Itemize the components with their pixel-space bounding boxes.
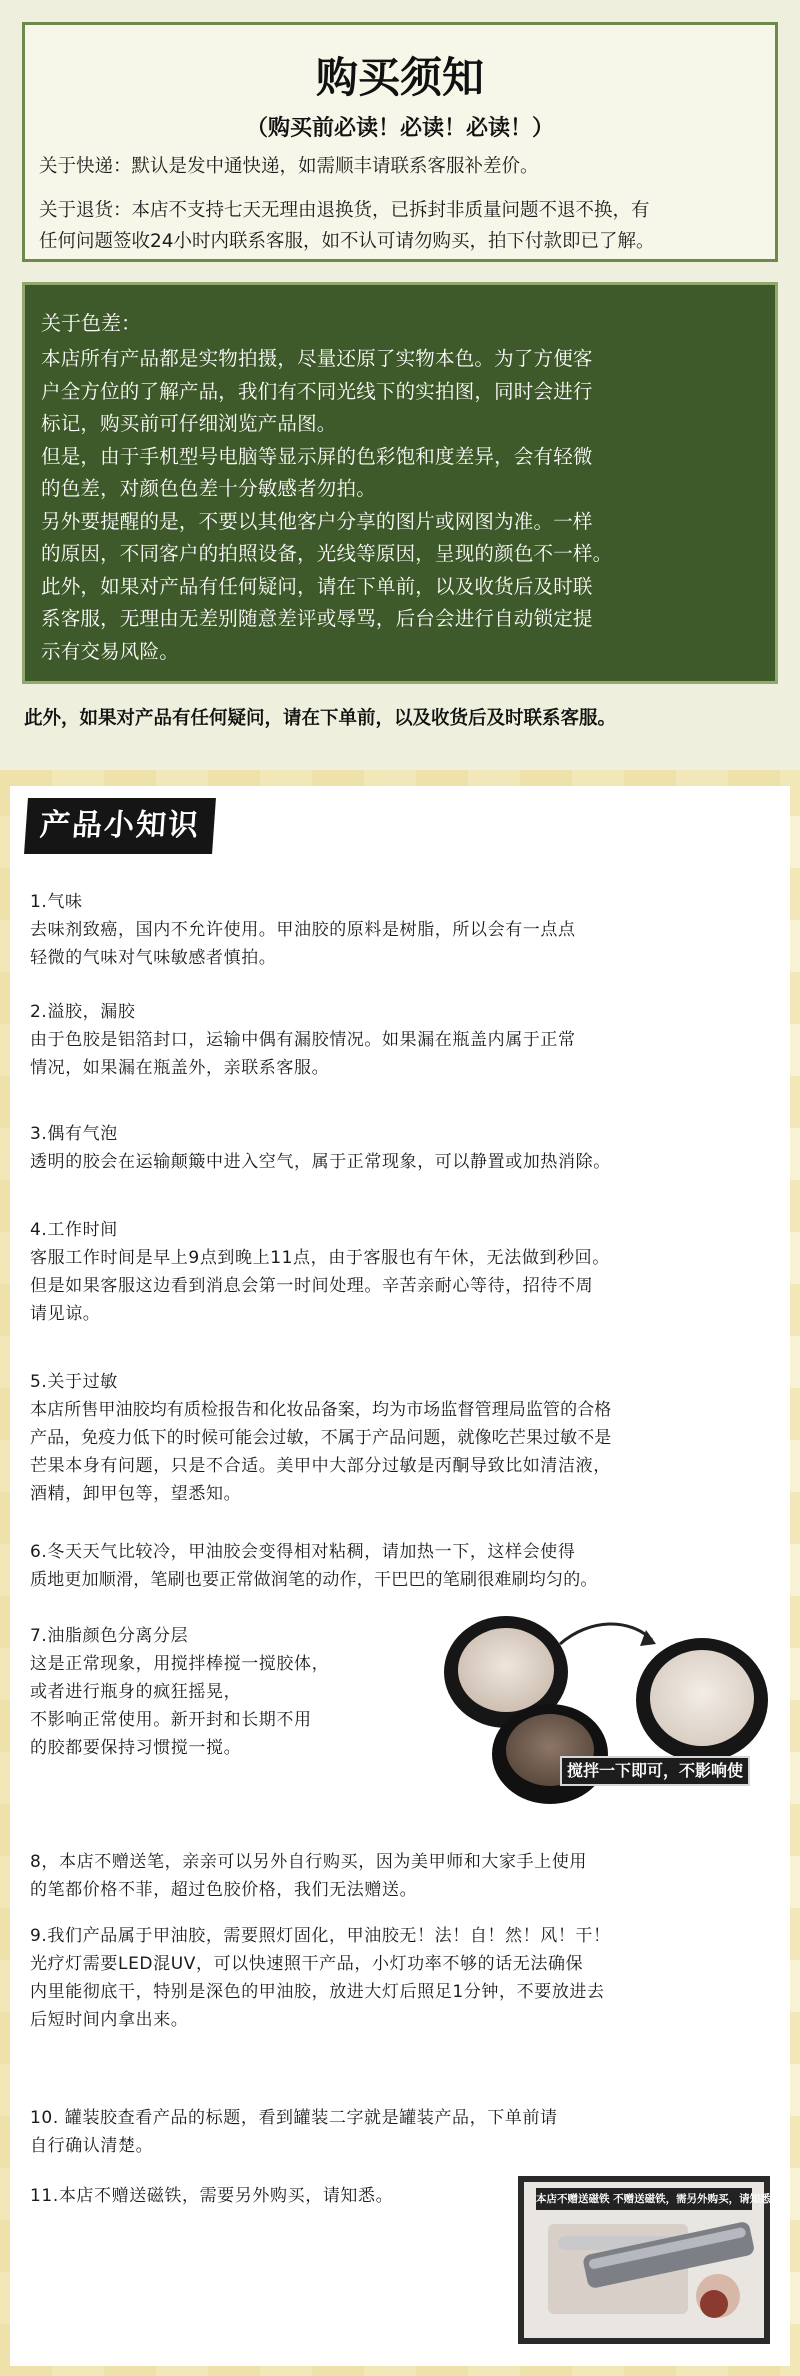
item-line: 内里能彻底干，特别是深色的甲油胶，放进大灯后照足1分钟，不要放进去 — [30, 1982, 605, 2002]
item-line: 芒果本身有问题，只是不合适。美甲中大部分过敏是丙酮导致比如清洁液， — [30, 1456, 611, 1476]
item-heading: 3.偶有气泡 — [30, 1124, 118, 1144]
item-line: 质地更加顺滑，笔刷也要正常做润笔的动作，干巴巴的笔刷很难刷均匀的。 — [30, 1570, 598, 1590]
purchase-notice-box — [22, 22, 778, 262]
gel-pots-illustration — [440, 1604, 770, 1806]
item-line: 后短时间内拿出来。 — [30, 2010, 189, 2030]
shipping-note: 关于快递：默认是发中通快递，如需顺丰请联系客服补差价。 — [39, 156, 539, 177]
item-line: 请见谅。 — [30, 1304, 101, 1324]
item-line: 的笔都价格不菲，超过色胶价格，我们无法赠送。 — [30, 1880, 418, 1900]
notice-footer: 此外，如果对产品有任何疑问，请在下单前，以及收货后及时联系客服。 — [24, 708, 617, 729]
item-line: 轻微的气味对气味敏感者慎拍。 — [30, 948, 277, 968]
returns-note — [39, 195, 765, 257]
color-line: 标记，购买前可仔细浏览产品图。 — [41, 412, 337, 435]
pots-caption: 搅拌一下即可，不影响使用。 — [560, 1756, 750, 1786]
color-line: 但是，由于手机型号电脑等显示屏的色彩饱和度差异，会有轻微 — [41, 444, 593, 468]
knowledge-item-smell — [30, 888, 776, 972]
knowledge-item-no-brush — [30, 1848, 776, 1904]
item-line: 酒精，卸甲包等，望悉知。 — [30, 1484, 242, 1504]
item-line: 或者进行瓶身的疯狂摇晃， — [30, 1682, 242, 1702]
knowledge-item-winter — [30, 1538, 776, 1594]
item-heading: 4.工作时间 — [30, 1220, 118, 1240]
color-heading: 关于色差： — [41, 311, 141, 335]
item-line: 去味剂致癌，国内不允许使用。甲油胶的原料是树脂，所以会有一点点 — [30, 920, 576, 940]
knowledge-item-bubbles — [30, 1120, 776, 1176]
item-line: 9.我们产品属于甲油胶，需要照灯固化，甲油胶无！法！自！然！风！干！ — [30, 1926, 611, 1946]
magnet-photo — [518, 2176, 782, 2344]
color-line: 的色差，对颜色色差十分敏感者勿拍。 — [41, 477, 376, 500]
item-line: 的胶都要保持习惯搅一搅。 — [30, 1738, 242, 1758]
knowledge-item-leak — [30, 998, 776, 1082]
item-heading: 1.气味 — [30, 892, 83, 912]
knowledge-item-separation — [30, 1622, 450, 1762]
knowledge-card — [10, 786, 790, 2366]
returns-line-2: 任何问题签收24小时内联系客服，如不认可请勿购买，拍下付款即已了解。 — [39, 231, 655, 252]
color-line: 的原因，不同客户的拍照设备，光线等原因，呈现的颜色不一样。 — [41, 542, 613, 565]
item-line: 自行确认清楚。 — [30, 2136, 154, 2156]
product-knowledge-section — [0, 770, 800, 2376]
knowledge-item-curing — [30, 1922, 776, 2034]
knowledge-item-jar — [30, 2104, 776, 2160]
item-line: 情况，如果漏在瓶盖外，亲联系客服。 — [30, 1058, 330, 1078]
item-line: 客服工作时间是早上9点到晚上11点，由于客服也有午休，无法做到秒回。 — [30, 1248, 610, 1268]
knowledge-item-allergy — [30, 1368, 776, 1508]
color-line: 户全方位的了解产品，我们有不同光线下的实拍图，同时会进行 — [41, 379, 593, 403]
item-line: 这是正常现象，用搅拌棒搅一搅胶体， — [30, 1654, 330, 1674]
item-line: 由于色胶是铝箔封口，运输中偶有漏胶情况。如果漏在瓶盖内属于正常 — [30, 1030, 576, 1050]
item-line: 光疗灯需要LED混UV，可以快速照干产品，小灯功率不够的话无法确保 — [30, 1954, 584, 1974]
item-heading: 5.关于过敏 — [30, 1372, 118, 1392]
item-line: 11.本店不赠送磁铁，需要另外购买，请知悉。 — [30, 2186, 394, 2206]
color-line: 本店所有产品都是实物拍摄，尽量还原了实物本色。为了方便客 — [41, 347, 593, 370]
knowledge-item-hours — [30, 1216, 776, 1328]
knowledge-title: 产品小知识 — [24, 798, 216, 854]
item-line: 10. 罐装胶查看产品的标题，看到罐装二字就是罐装产品，下单前请 — [30, 2108, 558, 2128]
item-heading: 2.溢胶，漏胶 — [30, 1002, 136, 1022]
color-line: 另外要提醒的是，不要以其他客户分享的图片或网图为准。一样 — [41, 509, 593, 533]
notice-title: 购买须知 — [315, 53, 484, 102]
item-line: 产品，免疫力低下的时候可能会过敏，不属于产品问题，就像吃芒果过敏不是 — [30, 1428, 612, 1448]
color-line: 系客服，无理由无差别随意差评或辱骂，后台会进行自动锁定提 — [41, 607, 593, 630]
magnet-caption: 本店不赠送磁铁 不赠送磁铁，需另外购买，请知悉。 — [536, 2188, 752, 2210]
item-line: 但是如果客服这边看到消息会第一时间处理。辛苦亲耐心等待，招待不周 — [30, 1276, 594, 1296]
color-line: 示有交易风险。 — [41, 639, 179, 663]
color-difference-box — [22, 282, 778, 684]
color-line: 此外，如果对产品有任何疑问，请在下单前，以及收货后及时联 — [41, 574, 593, 598]
purchase-notice-section — [0, 0, 800, 770]
item-heading: 7.油脂颜色分离分层 — [30, 1626, 189, 1646]
notice-subtitle: （购买前必读！必读！必读！） — [245, 116, 554, 141]
item-line: 6.冬天天气比较冷，甲油胶会变得相对粘稠，请加热一下，这样会使得 — [30, 1542, 576, 1562]
item-line: 透明的胶会在运输颠簸中进入空气，属于正常现象，可以静置或加热消除。 — [30, 1152, 611, 1172]
item-line: 8，本店不赠送笔，亲亲可以另外自行购买，因为美甲师和大家手上使用 — [30, 1852, 588, 1872]
item-line: 本店所售甲油胶均有质检报告和化妆品备案，均为市场监督管理局监管的合格 — [30, 1400, 612, 1420]
item-line: 不影响正常使用。新开封和长期不用 — [30, 1710, 312, 1730]
returns-line-1: 关于退货：本店不支持七天无理由退换货，已拆封非质量问题不退不换，有 — [39, 200, 650, 221]
